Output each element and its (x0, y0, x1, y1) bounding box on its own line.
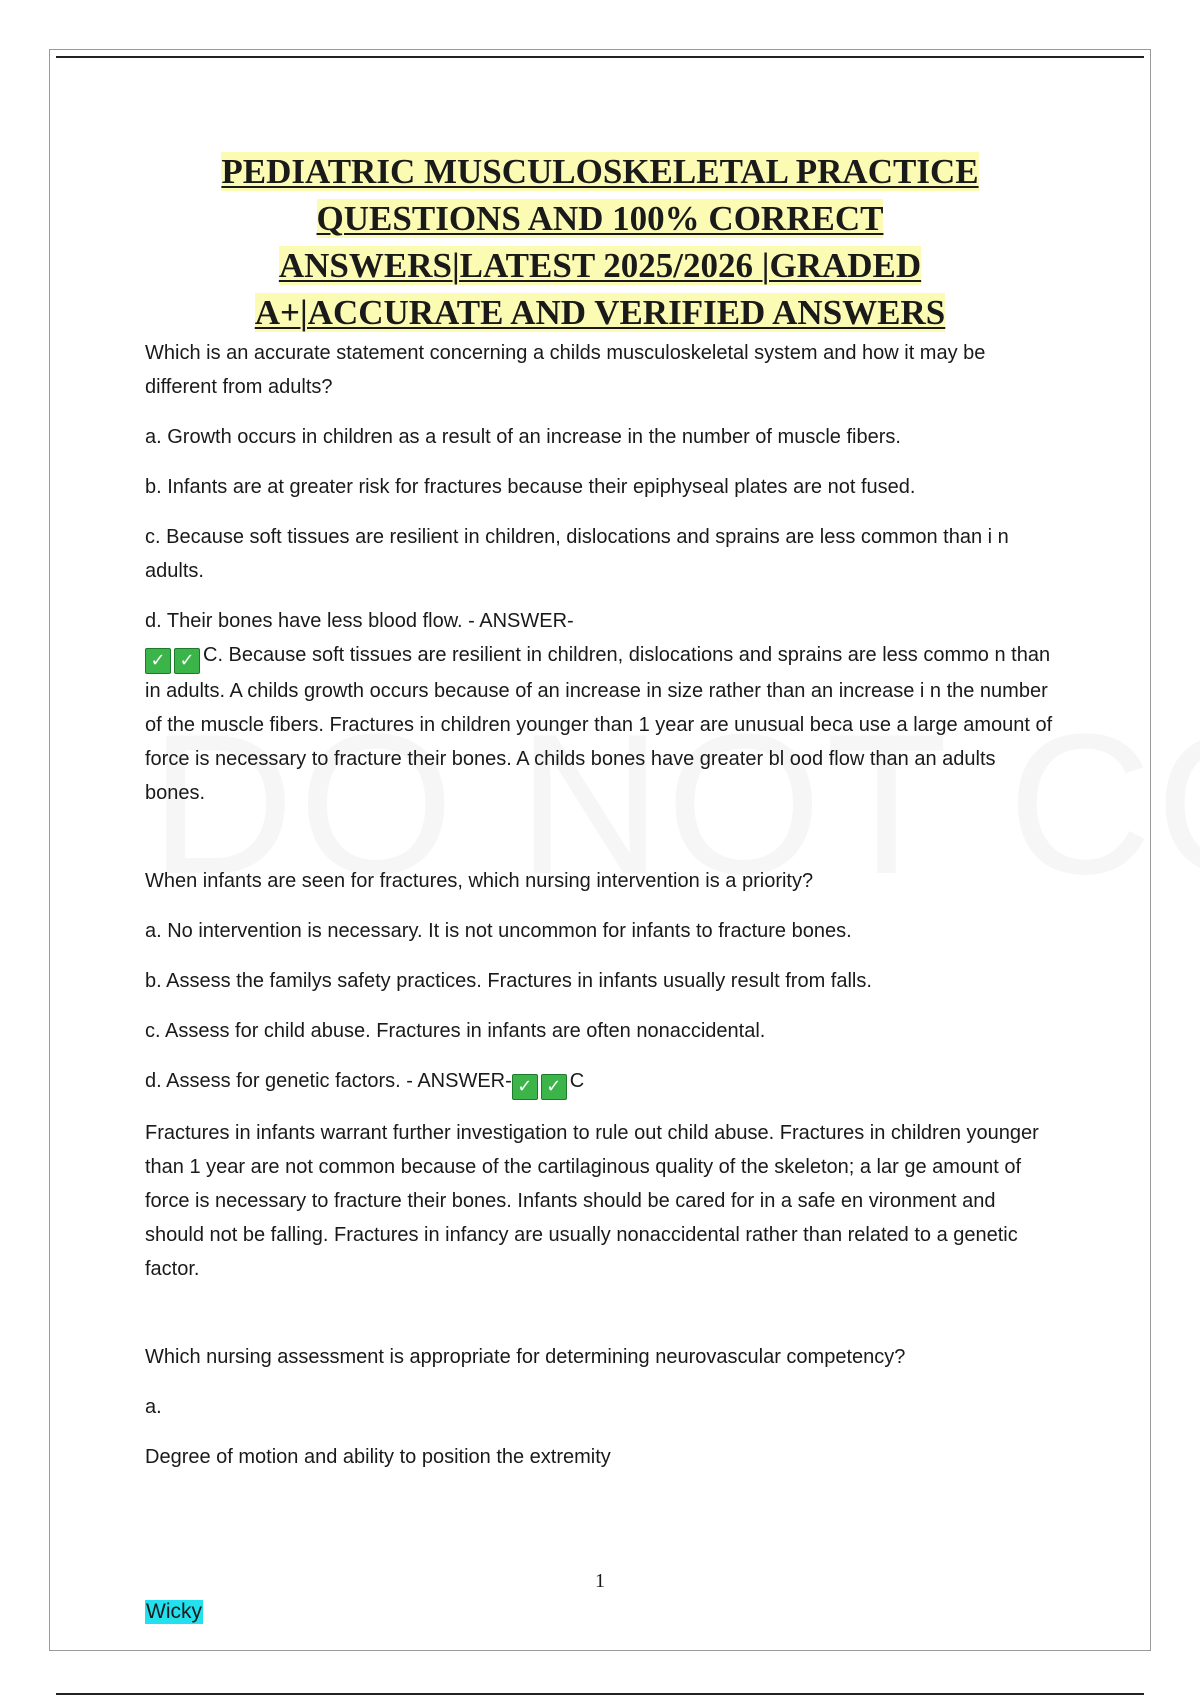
question-2-option-d (145, 1064, 1057, 1100)
question-1-option-d: d. Their bones have less blood flow. - ANSWER- (145, 610, 574, 632)
question-3-text: Which nursing assessment is appropriate for determining neurovascular competency? (145, 1346, 906, 1368)
page-number: 1 (595, 1570, 605, 1592)
question-2-option-b: b. Assess the familys safety practices. Fractures in infants usually result from falls. (145, 970, 872, 992)
question-3-option-a-label: a. (145, 1396, 162, 1418)
question-2-rationale: Fractures in infants warrant further investigation to rule out child abuse. Fractures in children younger than 1 year are not common because of the cartilaginous quality of the skeleton; a lar ge amount of force is necessary to fracture their bones. Infants should be cared for in a safe en vironment and should not be falling. Fractures in infancy are usually nonaccidental rather than related to a genetic factor. (145, 1122, 1039, 1280)
question-2-text: When infants are seen for fractures, which nursing intervention is a priority? (145, 870, 814, 892)
spacer (145, 1302, 1057, 1340)
question-1-option-c: c. Because soft tissues are resilient in children, dislocations and sprains are less common than i n adults. (145, 526, 1009, 582)
green-check-icon: ✓ (174, 648, 200, 674)
question-1-answer (145, 638, 1057, 810)
question-1-option-b: b. Infants are at greater risk for fractures because their epiphyseal plates are not fused. (145, 476, 916, 498)
question-3-option-a-text: Degree of motion and ability to position the extremity (145, 1446, 611, 1468)
title-line: ANSWERS|LATEST 2025/2026 |GRADED (278, 246, 922, 285)
spacer (145, 826, 1057, 864)
answer-letter: C (569, 1070, 585, 1092)
document-title (150, 148, 1050, 336)
question-1-text: Which is an accurate statement concerning a childs musculoskeletal system and how it may be different from adults? (145, 342, 986, 398)
footer-author-name: Wicky (146, 1600, 202, 1623)
green-check-icon: ✓ (541, 1074, 567, 1100)
question-2-option-a: a. No intervention is necessary. It is not uncommon for infants to fracture bones. (145, 920, 852, 942)
document-body (145, 336, 1057, 1490)
bottom-rule (56, 1693, 1144, 1695)
title-line: QUESTIONS AND 100% CORRECT (316, 199, 884, 238)
option-d-text: d. Assess for genetic factors. - ANSWER- (145, 1070, 512, 1092)
question-2-option-c: c. Assess for child abuse. Fractures in infants are often nonaccidental. (145, 1020, 766, 1042)
answer-text: C. Because soft tissues are resilient in children, dislocations and sprains are less commo n than in adults. A childs growth occurs because of an increase in size rather than an increase i n the number of the muscle fibers. Fractures in children younger than 1 year are unusual beca use a large amount of force is necessary to fracture their bones. A childs bones have greater bl ood flow than an adults bones. (145, 644, 1053, 804)
title-line: A+|ACCURATE AND VERIFIED ANSWERS (254, 293, 946, 332)
green-check-icon: ✓ (512, 1074, 538, 1100)
top-rule (56, 56, 1144, 58)
question-1-option-a: a. Growth occurs in children as a result of an increase in the number of muscle fibers. (145, 426, 901, 448)
green-check-icon: ✓ (145, 648, 171, 674)
title-line: PEDIATRIC MUSCULOSKELETAL PRACTICE (221, 152, 979, 191)
